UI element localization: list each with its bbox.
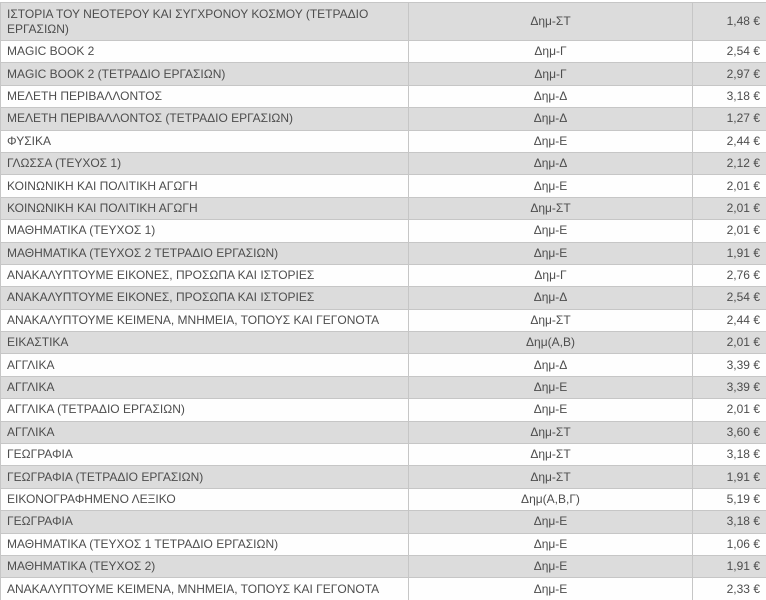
- table-row: [1, 264, 766, 286]
- book-title-cell: ΜΑΘΗΜΑΤΙΚΑ (ΤΕΥΧΟΣ 1 ΤΕΤΡΑΔΙΟ ΕΡΓΑΣΙΩΝ): [1, 533, 409, 555]
- price-cell: 2,01 €: [693, 197, 766, 219]
- table-row: [1, 152, 766, 174]
- table-row: [1, 332, 766, 354]
- table-row: [1, 287, 766, 309]
- book-title-cell: ΑΝΑΚΑΛΥΠΤΟΥΜΕ ΕΙΚΟΝΕΣ, ΠΡΟΣΩΠΑ ΚΑΙ ΙΣΤΟΡΙΕΣ: [1, 287, 409, 309]
- price-cell: 2,44 €: [693, 130, 766, 152]
- price-cell: 2,44 €: [693, 309, 766, 331]
- book-title-cell: ΑΝΑΚΑΛΥΠΤΟΥΜΕ ΕΙΚΟΝΕΣ, ΠΡΟΣΩΠΑ ΚΑΙ ΙΣΤΟΡΙΕΣ: [1, 264, 409, 286]
- grade-cell: Δημ-Δ: [409, 85, 693, 107]
- grade-cell: Δημ-Ε: [409, 555, 693, 577]
- book-title-cell: ΓΕΩΓΡΑΦΙΑ (ΤΕΤΡΑΔΙΟ ΕΡΓΑΣΙΩΝ): [1, 466, 409, 488]
- book-title-cell: ΓΕΩΓΡΑΦΙΑ: [1, 444, 409, 466]
- table-row: [1, 578, 766, 600]
- book-title-cell: ΕΙΚΑΣΤΙΚΑ: [1, 332, 409, 354]
- grade-cell: Δημ-Ε: [409, 376, 693, 398]
- price-cell: 3,39 €: [693, 354, 766, 376]
- table-row: [1, 533, 766, 555]
- grade-cell: Δημ-Ε: [409, 220, 693, 242]
- grade-cell: Δημ-ΣΤ: [409, 3, 693, 41]
- book-title-cell: ΜΑΘΗΜΑΤΙΚΑ (ΤΕΥΧΟΣ 2): [1, 555, 409, 577]
- book-title-cell: ΜΑΘΗΜΑΤΙΚΑ (ΤΕΥΧΟΣ 1): [1, 220, 409, 242]
- table-row: [1, 220, 766, 242]
- price-cell: 2,54 €: [693, 41, 766, 63]
- grade-cell: Δημ-ΣΤ: [409, 444, 693, 466]
- price-cell: 3,18 €: [693, 511, 766, 533]
- table-row: [1, 488, 766, 510]
- grade-cell: Δημ-Γ: [409, 264, 693, 286]
- book-title-cell: ΑΝΑΚΑΛΥΠΤΟΥΜΕ ΚΕΙΜΕΝΑ, ΜΝΗΜΕΙΑ, ΤΟΠΟΥΣ ΚΑΙ ΓΕΓΟΝΟΤΑ: [1, 578, 409, 600]
- price-cell: 1,48 €: [693, 3, 766, 41]
- price-cell: 5,19 €: [693, 488, 766, 510]
- price-cell: 2,01 €: [693, 399, 766, 421]
- book-title-cell: ΑΓΓΛΙΚΑ: [1, 421, 409, 443]
- book-title-cell: ΑΝΑΚΑΛΥΠΤΟΥΜΕ ΚΕΙΜΕΝΑ, ΜΝΗΜΕΙΑ, ΤΟΠΟΥΣ ΚΑΙ ΓΕΓΟΝΟΤΑ: [1, 309, 409, 331]
- grade-cell: Δημ-Δ: [409, 108, 693, 130]
- price-cell: 2,97 €: [693, 63, 766, 85]
- grade-cell: Δημ-Ε: [409, 578, 693, 600]
- book-title-cell: ΚΟΙΝΩΝΙΚΗ ΚΑΙ ΠΟΛΙΤΙΚΗ ΑΓΩΓΗ: [1, 197, 409, 219]
- price-cell: 2,01 €: [693, 175, 766, 197]
- book-title-cell: ΜΕΛΕΤΗ ΠΕΡΙΒΑΛΛΟΝΤΟΣ (ΤΕΤΡΑΔΙΟ ΕΡΓΑΣΙΩΝ): [1, 108, 409, 130]
- grade-cell: Δημ-Ε: [409, 511, 693, 533]
- grade-cell: Δημ(Α,Β): [409, 332, 693, 354]
- price-cell: 1,91 €: [693, 466, 766, 488]
- book-title-cell: ΕΙΚΟΝΟΓΡΑΦΗΜΕΝΟ ΛΕΞΙΚΟ: [1, 488, 409, 510]
- price-cell: 2,33 €: [693, 578, 766, 600]
- price-cell: 2,01 €: [693, 332, 766, 354]
- price-cell: 3,60 €: [693, 421, 766, 443]
- book-title-cell: ΦΥΣΙΚΑ: [1, 130, 409, 152]
- table-row: [1, 3, 766, 41]
- table-row: [1, 399, 766, 421]
- price-cell: 3,18 €: [693, 85, 766, 107]
- price-cell: 3,39 €: [693, 376, 766, 398]
- book-title-cell: ΓΛΩΣΣΑ (ΤΕΥΧΟΣ 1): [1, 152, 409, 174]
- table-row: [1, 130, 766, 152]
- table-row: [1, 197, 766, 219]
- table-row: [1, 175, 766, 197]
- book-title-cell: MAGIC BOOK 2 (ΤΕΤΡΑΔΙΟ ΕΡΓΑΣΙΩΝ): [1, 63, 409, 85]
- price-cell: 3,18 €: [693, 444, 766, 466]
- table-row: [1, 309, 766, 331]
- table-row: [1, 421, 766, 443]
- price-cell: 1,91 €: [693, 555, 766, 577]
- table-row: [1, 511, 766, 533]
- grade-cell: Δημ-Ε: [409, 533, 693, 555]
- book-title-cell: ΙΣΤΟΡΙΑ ΤΟΥ ΝΕΟΤΕΡΟΥ ΚΑΙ ΣΥΓΧΡΟΝΟΥ ΚΟΣΜΟΥ (ΤΕΤΡΑΔΙΟ ΕΡΓΑΣΙΩΝ): [1, 3, 409, 41]
- grade-cell: Δημ-Γ: [409, 41, 693, 63]
- price-cell: 1,06 €: [693, 533, 766, 555]
- price-cell: 2,01 €: [693, 220, 766, 242]
- table-row: [1, 444, 766, 466]
- book-title-cell: ΑΓΓΛΙΚΑ: [1, 376, 409, 398]
- grade-cell: Δημ-ΣΤ: [409, 197, 693, 219]
- table-row: [1, 85, 766, 107]
- grade-cell: Δημ-Δ: [409, 287, 693, 309]
- table-row: [1, 242, 766, 264]
- book-price-table: [0, 2, 766, 600]
- grade-cell: Δημ-Ε: [409, 175, 693, 197]
- grade-cell: Δημ-Ε: [409, 242, 693, 264]
- table-row: [1, 466, 766, 488]
- grade-cell: Δημ-Ε: [409, 399, 693, 421]
- book-title-cell: MAGIC BOOK 2: [1, 41, 409, 63]
- book-title-cell: ΓΕΩΓΡΑΦΙΑ: [1, 511, 409, 533]
- price-cell: 2,12 €: [693, 152, 766, 174]
- grade-cell: Δημ-Γ: [409, 63, 693, 85]
- book-title-cell: ΜΑΘΗΜΑΤΙΚΑ (ΤΕΥΧΟΣ 2 ΤΕΤΡΑΔΙΟ ΕΡΓΑΣΙΩΝ): [1, 242, 409, 264]
- table-row: [1, 41, 766, 63]
- grade-cell: Δημ(Α,Β,Γ): [409, 488, 693, 510]
- table-row: [1, 555, 766, 577]
- table-row: [1, 108, 766, 130]
- table-row: [1, 376, 766, 398]
- price-cell: 2,54 €: [693, 287, 766, 309]
- table-row: [1, 63, 766, 85]
- grade-cell: Δημ-Δ: [409, 152, 693, 174]
- book-title-cell: ΑΓΓΛΙΚΑ (ΤΕΤΡΑΔΙΟ ΕΡΓΑΣΙΩΝ): [1, 399, 409, 421]
- grade-cell: Δημ-Δ: [409, 354, 693, 376]
- book-title-cell: ΑΓΓΛΙΚΑ: [1, 354, 409, 376]
- grade-cell: Δημ-ΣΤ: [409, 421, 693, 443]
- grade-cell: Δημ-ΣΤ: [409, 309, 693, 331]
- price-cell: 1,91 €: [693, 242, 766, 264]
- table-row: [1, 354, 766, 376]
- price-cell: 1,27 €: [693, 108, 766, 130]
- grade-cell: Δημ-ΣΤ: [409, 466, 693, 488]
- book-title-cell: ΜΕΛΕΤΗ ΠΕΡΙΒΑΛΛΟΝΤΟΣ: [1, 85, 409, 107]
- book-title-cell: ΚΟΙΝΩΝΙΚΗ ΚΑΙ ΠΟΛΙΤΙΚΗ ΑΓΩΓΗ: [1, 175, 409, 197]
- table-body: [1, 3, 766, 600]
- price-cell: 2,76 €: [693, 264, 766, 286]
- grade-cell: Δημ-Ε: [409, 130, 693, 152]
